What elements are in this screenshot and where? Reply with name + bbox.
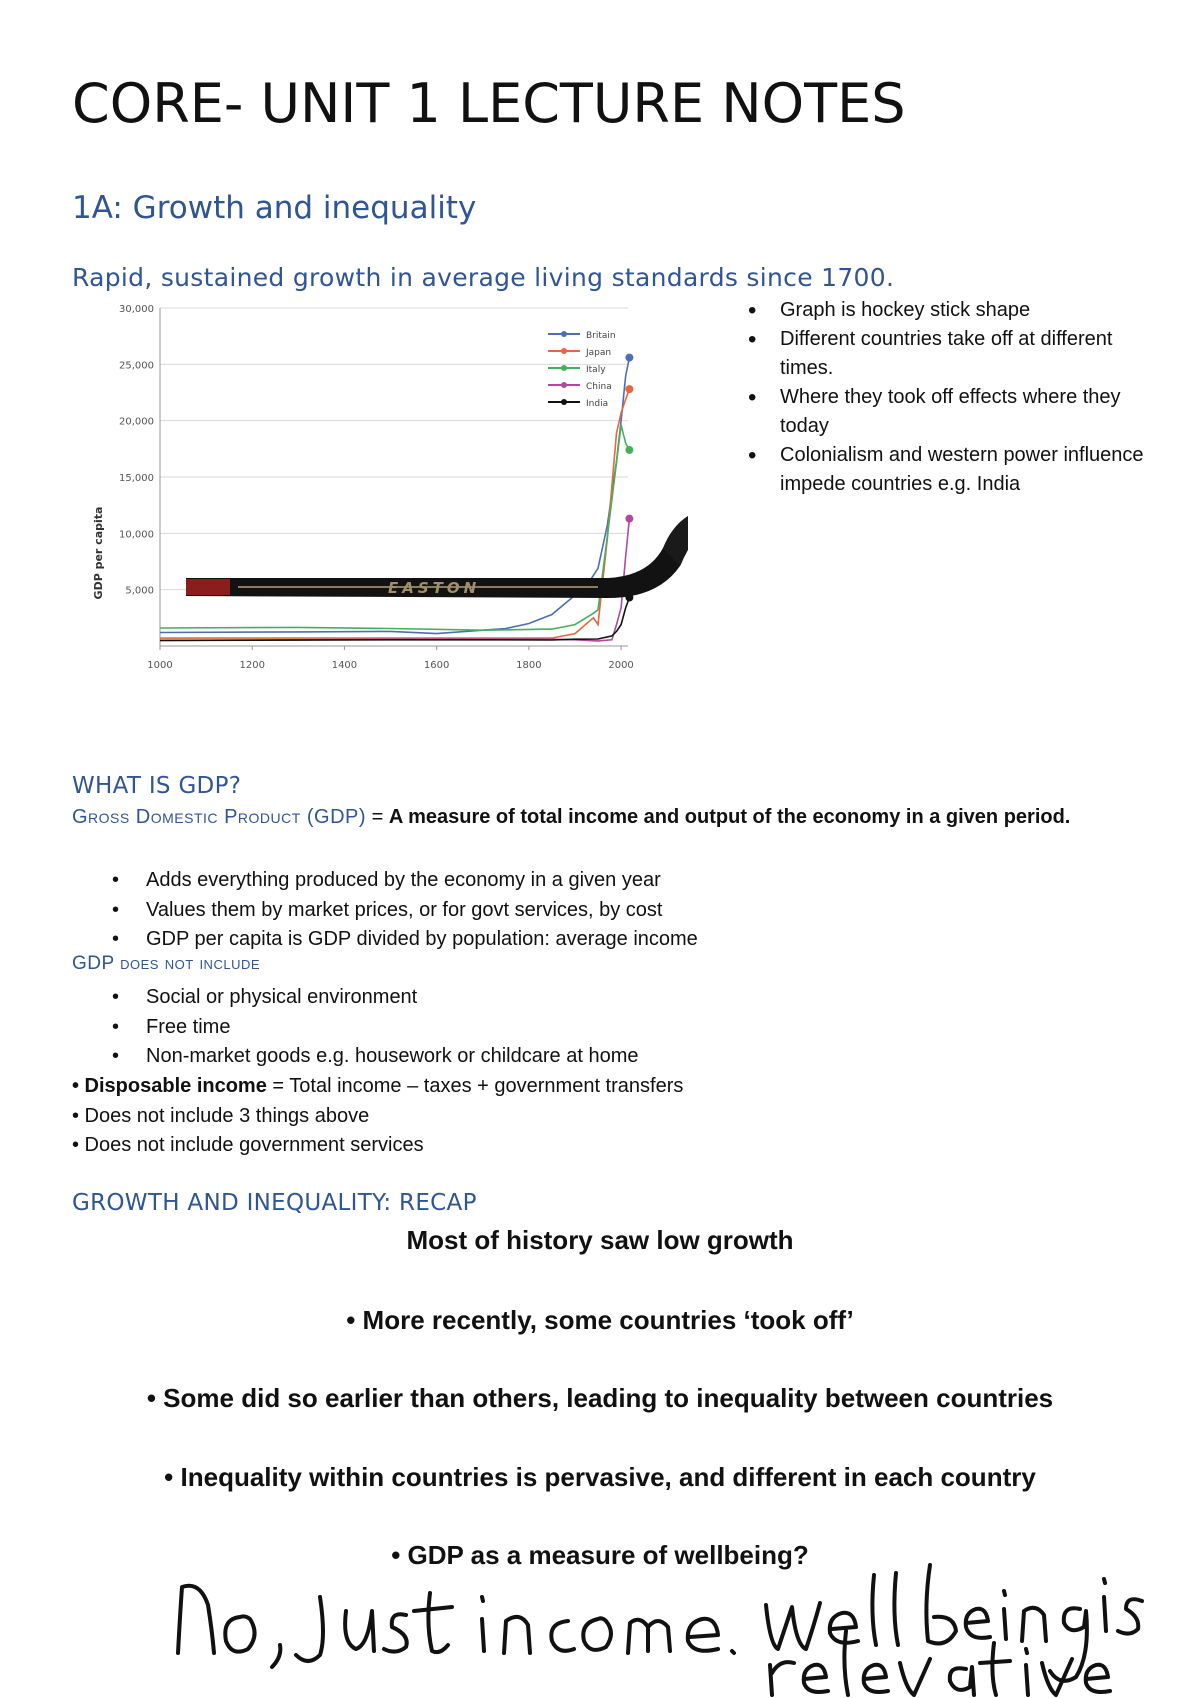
chart-note: • Graph is hockey stick shape bbox=[748, 296, 1148, 325]
hockey-stick-grip bbox=[186, 579, 230, 595]
list-item: • Does not include 3 things above bbox=[72, 1104, 370, 1127]
legend-marker bbox=[561, 382, 567, 388]
series-endpoint-britain bbox=[625, 354, 633, 362]
y-tick-label: 30,000 bbox=[119, 304, 154, 315]
list-item: • Social or physical environment bbox=[108, 983, 638, 1013]
recap-heading: GROWTH AND INEQUALITY: RECAP bbox=[72, 1190, 477, 1216]
gdp-heading: WHAT IS GDP? bbox=[72, 773, 242, 799]
recap-line: • Some did so earlier than others, leading to inequality between countries bbox=[146, 1383, 1054, 1413]
recap-line: • More recently, some countries ‘took off’ bbox=[346, 1305, 854, 1335]
hockey-stick-image bbox=[186, 513, 688, 598]
recap-line: • GDP as a measure of wellbeing? bbox=[391, 1540, 809, 1570]
list-item: • Free time bbox=[108, 1013, 638, 1043]
legend-label: Japan bbox=[586, 348, 612, 358]
legend-label: China bbox=[586, 382, 612, 392]
chart-series bbox=[160, 354, 633, 641]
legend-marker bbox=[561, 365, 567, 371]
handwritten-note bbox=[170, 1545, 1150, 1698]
gdp-bullets bbox=[108, 866, 698, 955]
y-tick-label: 20,000 bbox=[119, 416, 154, 428]
chart-note: • Different countries take off at different times. bbox=[748, 325, 1148, 383]
page-title: CORE- UNIT 1 LECTURE NOTES bbox=[72, 72, 906, 135]
series-endpoint-china bbox=[625, 515, 633, 523]
legend-label: Britain bbox=[586, 331, 616, 341]
chart-subheading: Rapid, sustained growth in average living standards since 1700. bbox=[72, 263, 895, 292]
y-tick-label: 15,000 bbox=[119, 473, 154, 484]
legend-marker bbox=[561, 399, 567, 405]
series-line-japan bbox=[160, 389, 629, 638]
x-tick-label: 1600 bbox=[423, 660, 450, 671]
x-tick-label: 1400 bbox=[331, 660, 358, 671]
list-item: • Adds everything produced by the economy in a given year bbox=[108, 866, 698, 896]
series-endpoint-italy bbox=[625, 446, 633, 454]
x-tick-label: 1200 bbox=[239, 660, 265, 671]
disposable-income-line bbox=[72, 1072, 683, 1102]
recap-line: • Inequality within countries is pervasive, and different in each country bbox=[164, 1462, 1036, 1492]
legend-label: Italy bbox=[586, 365, 606, 375]
list-item: • Non-market goods e.g. housework or childcare at home bbox=[108, 1042, 638, 1072]
chart-note: • Where they took off effects where they today bbox=[748, 383, 1148, 441]
chart-ticks bbox=[119, 304, 634, 671]
gdp-equals: = bbox=[366, 806, 389, 828]
gdp-term: Gross Domestic Product (GDP) bbox=[72, 806, 367, 828]
recap-line: Most of history saw low growth bbox=[406, 1225, 794, 1255]
chart-note: • Colonialism and western power influence impede countries e.g. India bbox=[748, 441, 1148, 499]
y-tick-label: 10,000 bbox=[119, 529, 154, 541]
gdp-definition bbox=[72, 802, 1132, 832]
y-axis-label: GDP per capita bbox=[92, 506, 105, 600]
disposable-income-definition: = Total income – taxes + government transfers bbox=[266, 1075, 684, 1097]
y-tick-label: 5,000 bbox=[125, 585, 154, 597]
legend-marker bbox=[561, 348, 567, 354]
gdp-not-include-list bbox=[108, 983, 638, 1072]
list-item: • Values them by market prices, or for govt services, by cost bbox=[108, 896, 698, 926]
section-heading: 1A: Growth and inequality bbox=[72, 190, 477, 226]
chart-notes-list bbox=[748, 296, 1148, 499]
x-tick-label: 2000 bbox=[608, 660, 634, 671]
hockey-stick-brand: EASTON bbox=[388, 579, 481, 597]
disposable-income-notes bbox=[72, 1072, 683, 1161]
series-line-italy bbox=[160, 425, 629, 630]
series-endpoint-japan bbox=[625, 385, 633, 393]
x-tick-label: 1000 bbox=[147, 660, 173, 671]
gdp-definition-text: A measure of total income and output of the economy in a given period. bbox=[388, 806, 1071, 828]
chart-legend bbox=[548, 331, 616, 409]
disposable-income-term: • Disposable income bbox=[72, 1075, 267, 1097]
legend-marker bbox=[561, 331, 567, 337]
y-tick-label: 25,000 bbox=[119, 360, 154, 372]
list-item: • GDP per capita is GDP divided by population: average income bbox=[108, 925, 698, 955]
series-line-india bbox=[160, 598, 629, 641]
gdp-per-capita-chart bbox=[88, 298, 688, 740]
list-item: • Does not include government services bbox=[72, 1134, 424, 1156]
x-tick-label: 1800 bbox=[516, 660, 542, 671]
gdp-not-include-heading: GDP does not include bbox=[72, 953, 261, 974]
legend-label: India bbox=[586, 399, 609, 409]
